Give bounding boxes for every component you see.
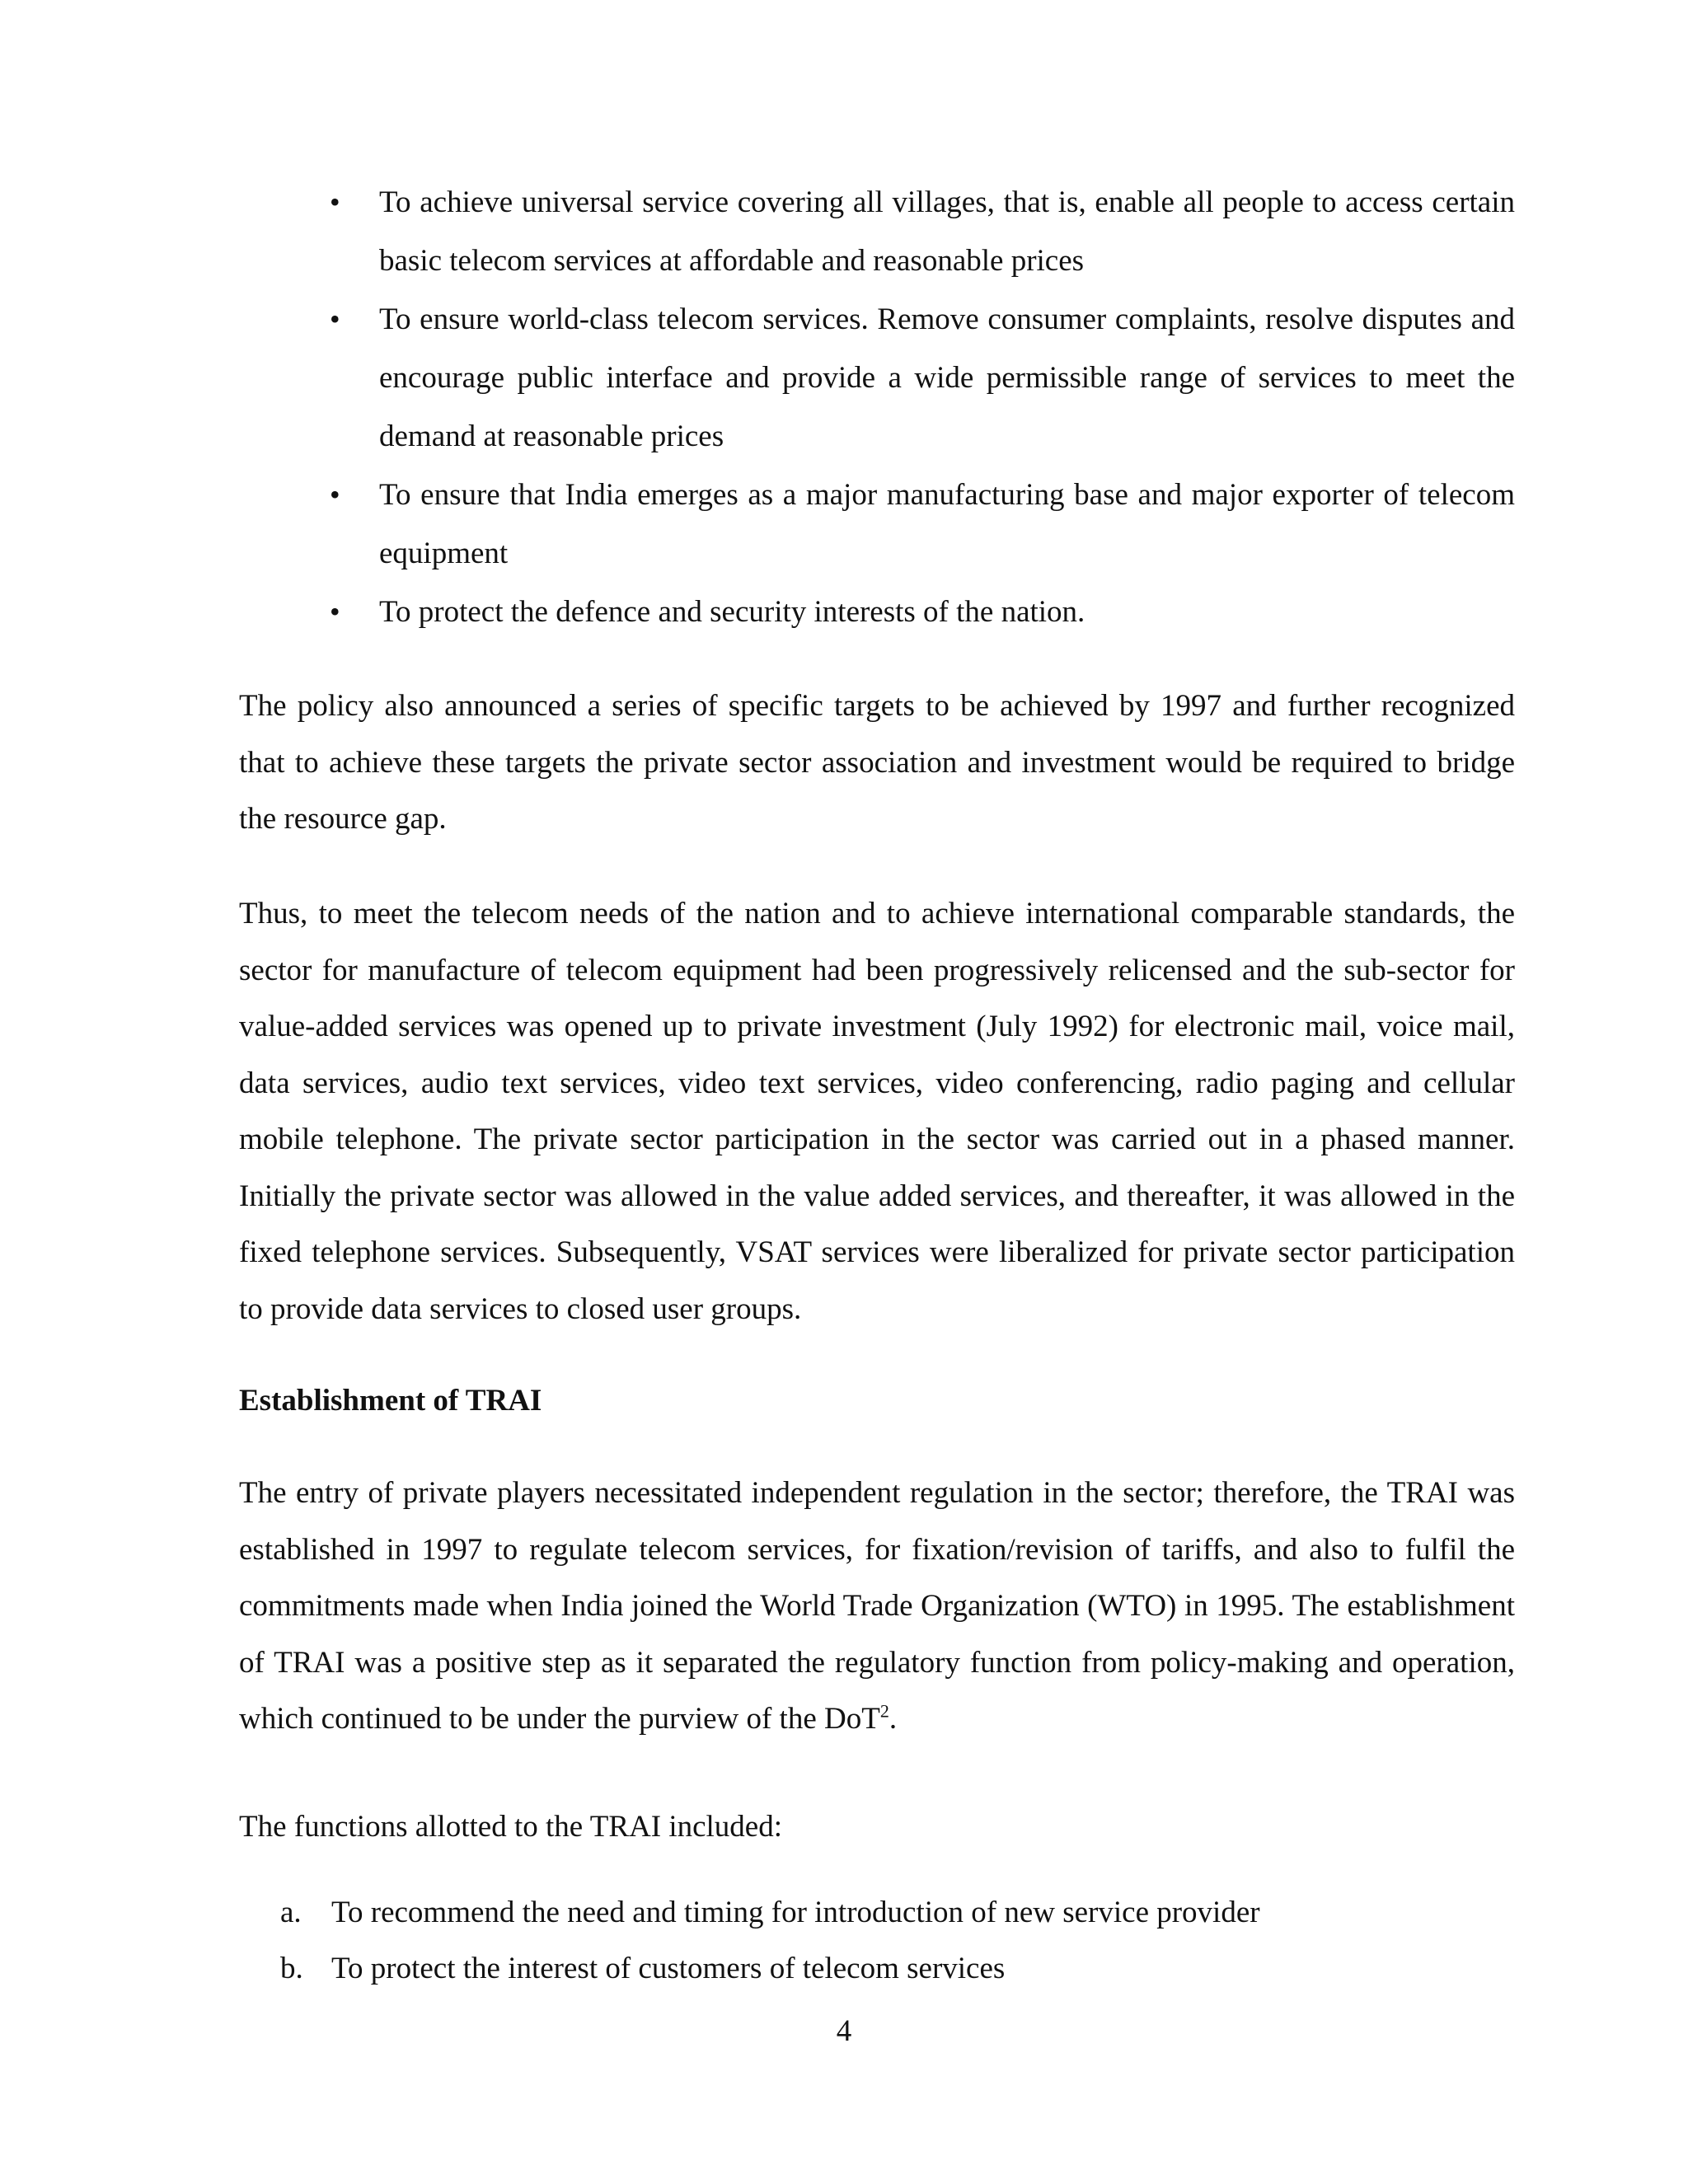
function-item-text: To protect the interest of customers of telecom services [331, 1952, 1006, 1985]
function-item [280, 1885, 1517, 1941]
paragraph-telecom-needs: Thus, to meet the telecom needs of the nation and to achieve international comparable standards, the sector for manufacture of telecom equipment had been progressively relicensed and the sub-sector for value-added services was opened up to private investment (July 1992) for electronic mail, voice mail, data services, audio text services, video text services, video conferencing, radio paging and cellular mobile telephone. The private sector participation in the sector was carried out in a phased manner. Initially the private sector was allowed in the value added services, and thereafter, it was allowed in the fixed telephone services. Subsequently, VSAT services were liberalized for private sector participation to provide data services to closed user groups. [239, 897, 1515, 1326]
page-number: 4 [836, 2014, 852, 2048]
objective-item: • To achieve universal service covering all villages, that is, enable all people to access certain basic telecom services at affordable and reasonable prices [330, 173, 1515, 290]
objective-item: • To ensure world-class telecom services. Remove consumer complaints, resolve disputes and encourage public interface and provide a wide permissible range of services to meet the demand at reasonable prices [330, 290, 1515, 466]
functions-intro: The functions allotted to the TRAI included: [239, 1810, 783, 1844]
objective-item: • To ensure that India emerges as a major manufacturing base and major exporter of telecom equipment [330, 466, 1515, 583]
objective-item: • To protect the defence and security interests of the nation. [330, 583, 1515, 641]
function-item-label: b. [280, 1952, 303, 1985]
objectives-list [330, 173, 1515, 641]
function-item-text: To recommend the need and timing for introduction of new service provider [331, 1896, 1260, 1929]
paragraph-trai [239, 1465, 1515, 1748]
function-item [280, 1941, 1517, 1997]
section-heading-trai: Establishment of TRAI [239, 1384, 542, 1418]
paragraph-targets: The policy also announced a series of specific targets to be achieved by 1997 and further recognized that to achieve these targets the private sector association and investment would be required to bridge the resource gap. [239, 689, 1515, 836]
paragraph-trai-text: The entry of private players necessitated independent regulation in the sector; therefore, the TRAI was established in 1997 to regulate telecom services, for fixation/revision of tariffs, and also to fulfil the commitments made when India joined the World Trade Organization (WTO) in 1995. The establishment of TRAI was a positive step as it separated the regulatory function from policy-making and operation, which continued to be under the purview of the DoT [239, 1476, 1515, 1736]
functions-list [280, 1885, 1517, 1997]
function-item-label: a. [280, 1896, 302, 1929]
paragraph-trai-end: . [889, 1702, 898, 1736]
footnote-reference[interactable]: 2 [879, 1700, 889, 1722]
